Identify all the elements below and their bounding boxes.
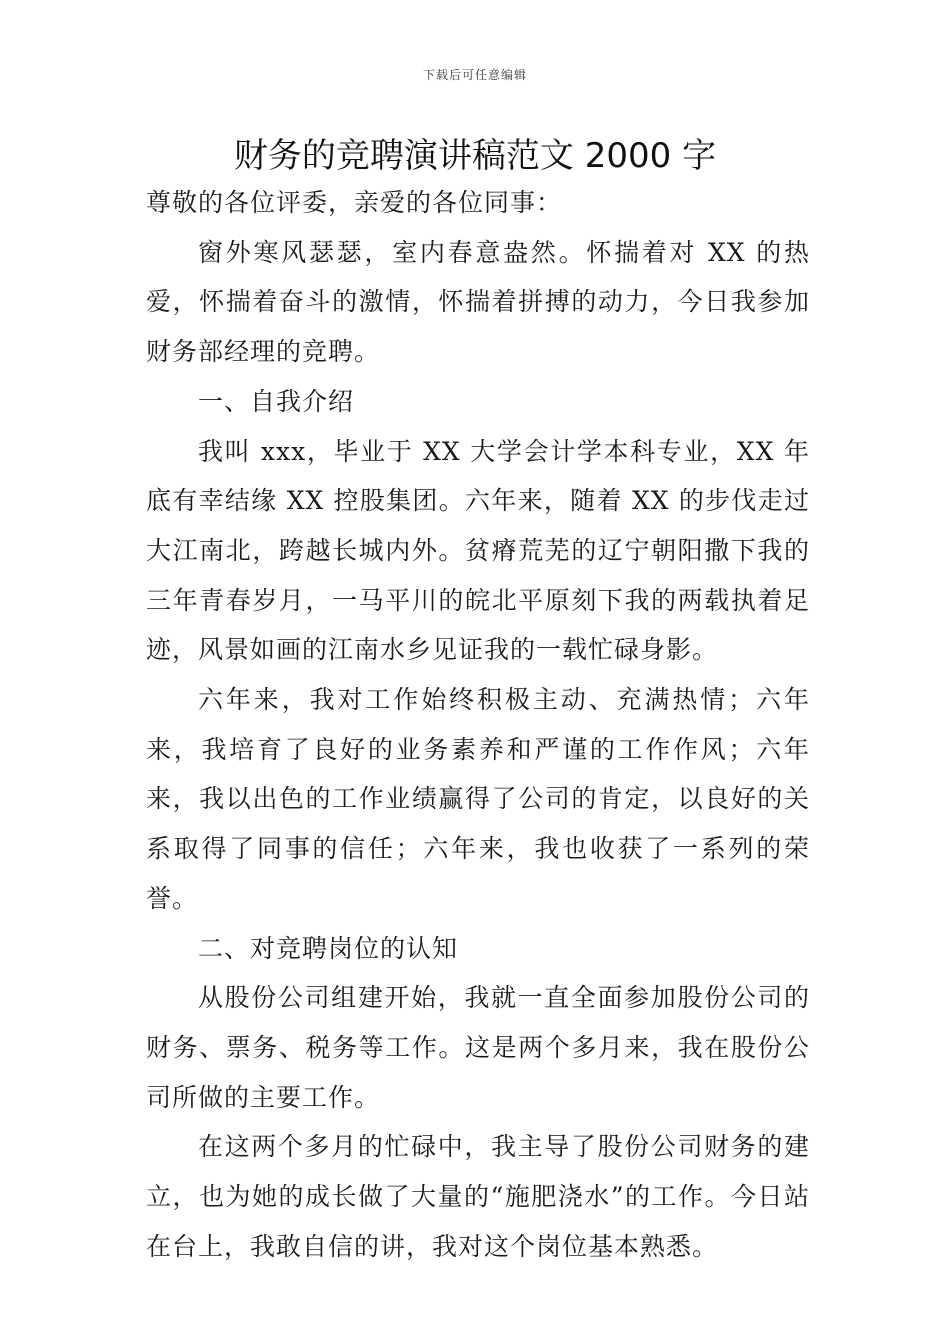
body-paragraph: 窗外寒风瑟瑟，室内春意盎然。怀揣着对 XX 的热爱，怀揣着奋斗的激情，怀揣着拼搏的动力，今日我参加财务部经理的竞聘。 xyxy=(146,237,810,367)
body-paragraph: 我叫 xxx，毕业于 XX 大学会计学本科专业，XX 年底有幸结缘 XX 控股集团。六年来，随着 XX 的步伐走过大江南北，跨越长城内外。贫瘠荒芜的辽宁朝阳撒下我的三年青春岁月，一马平川的皖北平原刻下我的两载执着足迹，风景如画的江南水乡见证我的一载忙碌身影。 xyxy=(146,436,810,665)
body-paragraph: 六年来，我对工作始终积极主动、充满热情；六年来，我培育了良好的业务素养和严谨的工作作风；六年来，我以出色的工作业绩赢得了公司的肯定，以良好的关系取得了同事的信任；六年来，我也收获了一系列的荣誉。 xyxy=(146,685,810,913)
body-paragraph: 在这两个多月的忙碌中，我主导了股份公司财务的建立，也为她的成长做了大量的“施肥浇水”的工作。今日站在台上，我敢自信的讲，我对这个岗位基本熟悉。 xyxy=(146,1132,810,1261)
section-heading: 二、对竞聘岗位的认知 xyxy=(198,933,459,963)
document-title: 财务的竞聘演讲稿范文 2000 字 xyxy=(233,136,717,176)
body-paragraph: 从股份公司组建开始，我就一直全面参加股份公司的财务、票务、税务等工作。这是两个多月来，我在股份公司所做的主要工作。 xyxy=(146,983,810,1112)
section-heading: 一、自我介绍 xyxy=(198,386,355,416)
salutation: 尊敬的各位评委，亲爱的各位同事： xyxy=(146,188,563,217)
header-note: 下载后可任意编辑 xyxy=(422,68,527,82)
document-body xyxy=(146,178,810,1271)
